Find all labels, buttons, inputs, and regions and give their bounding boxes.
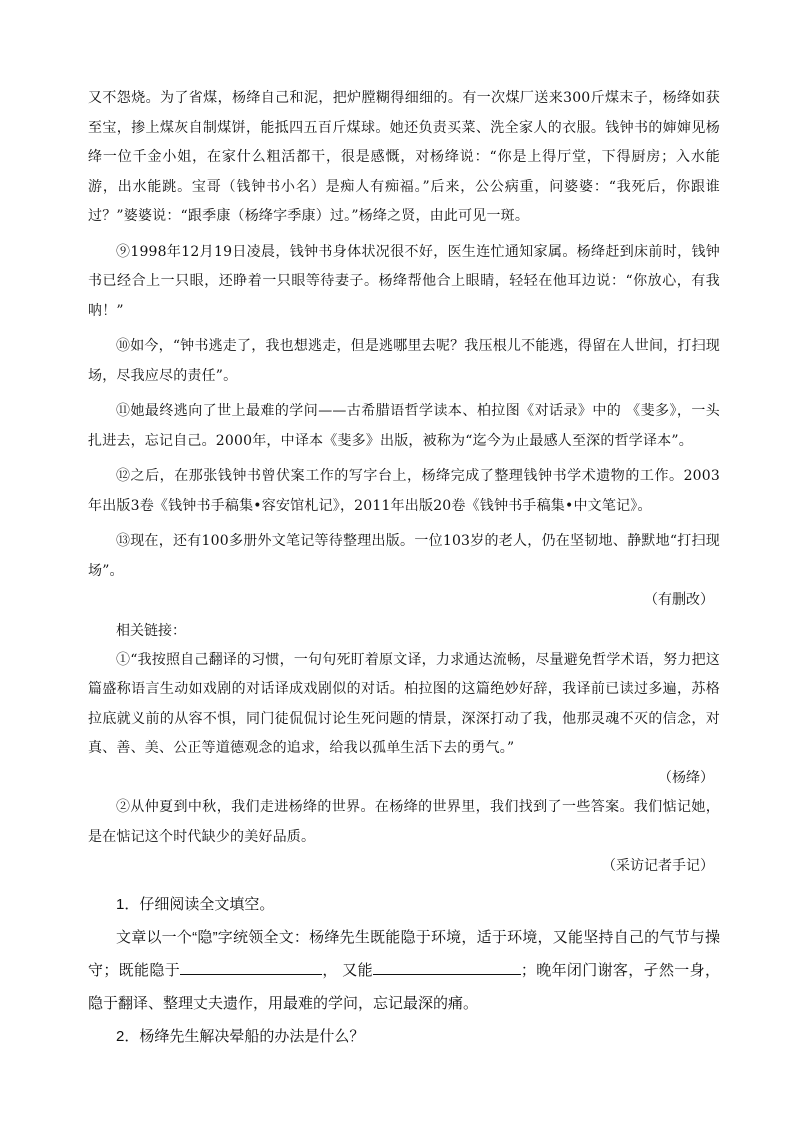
question-1-line-1: 文章以一个“隐”字统领全文：杨绛先生既能隐于环境，适于环境，又能坚持自己的气节与操守；既能隐 (88, 928, 720, 979)
article-paragraph-11: ⑪她最终逃向了世上最难的学问——古希腊语哲学读本、柏拉图《对话录》中的 《斐多》，一头扎进去，忘记自己。2000年，中译本《斐多》出版，被称为“迄今为止最感人至深的哲学译本”。 (88, 403, 720, 449)
question-1-post-blank: ；晚年闭门谢客，孑然一身，隐于翻译、整理 (88, 961, 720, 1012)
related-link-item-2: ②从仲夏到中秋，我们走进杨绛的世界。在杨绛的世界里，我们找到了一些答案。我们惦记她，是在惦记这个时代缺少的美好品质。 (88, 799, 720, 845)
article-paragraph-9: ⑨1998年12月19日凌晨，钱钟书身体状况很不好，医生连忙通知家属。杨绛赶到床前时，钱钟书已经合上一只眼，还睁着一只眼等待妻子。杨绛帮他合上眼睛，轻轻在他耳边说：“你放心，有我呐！” (88, 243, 720, 319)
question-1-middle: ， 又能 (322, 961, 373, 979)
answer-blank-2[interactable] (373, 956, 521, 975)
question-1-title: 1．仔细阅读全文填空。 (116, 895, 275, 913)
question-1-pre-blank: 于 (164, 961, 181, 979)
article-paragraph-12: ⑫之后，在那张钱钟书曾伏案工作的写字台上，杨绛完成了整理钱钟书学术遗物的工作。2003年出版3卷《钱钟书手稿集•容安馆札记》，2011年出版20卷《钱钟书手稿集•中文笔记》。 (88, 468, 720, 514)
related-link-item-1: ①“我按照自己翻译的习惯，一句句死盯着原文译，力求通达流畅，尽量避免哲学术语，努力把这篇盛称语言生动如戏剧的对话译成戏剧似的对话。柏拉图的这篇绝妙好辞，我译前已读过多遍，苏格拉底就义前的从容不惧，同门徒侃侃讨论生死问题的情景，深深打动了我，他那灵魂不灭的信念，对真、善、美、公正等道德观念的追求，给我以孤单生活下去的勇气。” (88, 651, 720, 756)
related-link-item-1-source: （杨绛） (658, 769, 714, 786)
article-paragraph-10: ⑩如今，“钟书逃走了，我也想逃走，但是逃哪里去呢？我压根儿不能逃，得留在人世间，打扫现场，尽我应尽的责任”。 (88, 338, 720, 384)
question-1-line-3: 丈夫遗作，用最难的学问，忘记最深的痛。 (193, 994, 479, 1012)
article-paragraph-13: ⑬现在，还有100多册外文笔记等待整理出版。一位103岁的老人，仍在坚韧地、静默地“打扫现场”。 (88, 533, 720, 579)
article-source-note: （有删改） (644, 592, 714, 608)
article-paragraph-8-continued: 又不怨烧。为了省煤，杨绛自己和泥，把炉膛糊得细细的。有一次煤厂送来300斤煤末子，杨绛如获至宝，掺上煤灰自制煤饼，能抵四五百斤煤球。她还负责买菜、洗全家人的衣服。钱钟书的婶婶见杨绛一位千金小姐，在家什么粗活都干，很是感慨，对杨绛说：“你是上得厅堂，下得厨房；入水能游，出水能跳。宝哥（钱钟书小名）是痴人有痴福。”后来，公公病重，问婆婆：“我死后，你跟谁过？”婆婆说：“跟季康（杨绛字季康）过。”杨绛之贤，由此可见一斑。 (88, 90, 720, 224)
related-links-heading: 相关链接： (116, 622, 186, 639)
answer-blank-1[interactable] (180, 956, 322, 975)
related-link-item-2-source: （采访记者手记） (602, 858, 714, 874)
question-1-text (88, 921, 720, 1020)
question-2-title: 2．杨绛先生解决晕船的办法是什么？ (116, 1027, 365, 1045)
document-page (88, 84, 720, 1053)
